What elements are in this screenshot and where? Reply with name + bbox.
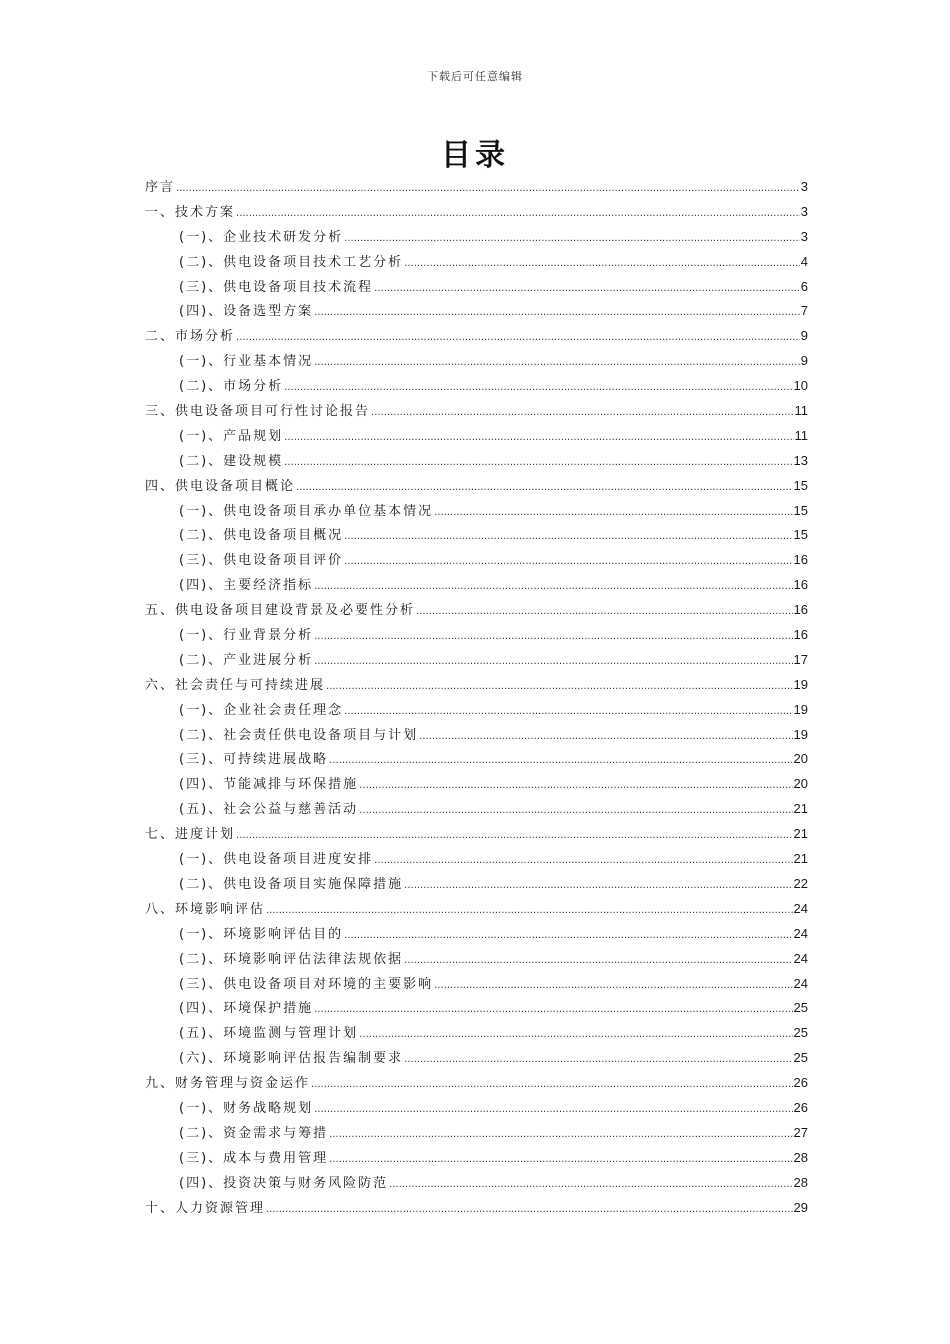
toc-entry[interactable] [145, 922, 808, 947]
toc-entry-page: 27 [793, 1124, 808, 1140]
toc-leader-dots [314, 625, 792, 650]
toc-entry-label: (一)、行业基本情况 [179, 354, 314, 370]
toc-entry-label: (二)、社会责任供电设备项目与计划 [179, 727, 419, 743]
toc-entry[interactable] [145, 723, 808, 748]
toc-entry[interactable] [145, 548, 808, 573]
toc-leader-dots [329, 1123, 792, 1148]
toc-entry-page: 17 [793, 651, 808, 667]
toc-leader-dots [236, 326, 800, 351]
toc-leader-dots [359, 799, 792, 824]
toc-leader-dots [344, 550, 792, 575]
toc-entry-label: 九、财务管理与资金运作 [145, 1076, 311, 1092]
toc-entry-page: 25 [793, 1000, 808, 1016]
toc-entry-page: 15 [793, 502, 808, 518]
toc-leader-dots [176, 177, 800, 202]
toc-entry-page: 25 [793, 1050, 808, 1066]
toc-entry-page: 9 [800, 353, 808, 369]
toc-leader-dots [314, 1098, 792, 1123]
toc-entry-label: (四)、主要经济指标 [179, 578, 314, 594]
toc-leader-dots [344, 525, 792, 550]
toc-entry-page: 21 [793, 801, 808, 817]
toc-entry-page: 9 [800, 328, 808, 344]
toc-entry[interactable] [145, 1046, 808, 1071]
toc-entry-label: (四)、投资决策与财务风险防范 [179, 1175, 389, 1191]
toc-leader-dots [266, 899, 793, 924]
toc-leader-dots [314, 301, 800, 326]
toc-entry[interactable] [145, 523, 808, 548]
toc-entry[interactable] [145, 399, 808, 424]
toc-leader-dots [404, 949, 792, 974]
toc-entry-page: 4 [800, 253, 808, 269]
toc-entry-page: 7 [800, 303, 808, 319]
toc-entry[interactable] [145, 598, 808, 623]
toc-entry[interactable] [145, 1196, 808, 1221]
toc-leader-dots [404, 252, 800, 277]
toc-entry-label: (一)、供电设备项目进度安排 [179, 852, 374, 868]
toc-entry-label: 五、供电设备项目建设背景及必要性分析 [145, 603, 416, 619]
toc-entry-page: 19 [793, 676, 808, 692]
toc-leader-dots [404, 1048, 792, 1073]
toc-entry-label: 六、社会责任与可持续进展 [145, 677, 326, 693]
toc-entry-page: 29 [793, 1199, 808, 1215]
toc-entry[interactable] [145, 499, 808, 524]
toc-entry[interactable] [145, 1021, 808, 1046]
toc-entry[interactable] [145, 349, 808, 374]
toc-leader-dots [419, 725, 792, 750]
toc-entry[interactable] [145, 1071, 808, 1096]
toc-entry[interactable] [145, 225, 808, 250]
table-of-contents [145, 175, 808, 1220]
toc-leader-dots [314, 351, 800, 376]
toc-entry[interactable] [145, 299, 808, 324]
toc-entry[interactable] [145, 250, 808, 275]
toc-entry-page: 3 [800, 228, 808, 244]
toc-leader-dots [434, 501, 792, 526]
toc-leader-dots [344, 924, 792, 949]
toc-entry[interactable] [145, 1096, 808, 1121]
toc-entry-page: 26 [793, 1075, 808, 1091]
toc-entry-page: 21 [793, 851, 808, 867]
toc-leader-dots [284, 451, 792, 476]
toc-entry[interactable] [145, 623, 808, 648]
toc-leader-dots [284, 376, 792, 401]
toc-entry-page: 24 [793, 975, 808, 991]
toc-entry-label: 七、进度计划 [145, 827, 236, 843]
toc-entry-page: 16 [793, 627, 808, 643]
toc-entry-label: 一、技术方案 [145, 204, 236, 220]
toc-entry-page: 24 [793, 925, 808, 941]
toc-entry-label: (三)、供电设备项目评价 [179, 553, 344, 569]
toc-entry-page: 28 [793, 1149, 808, 1165]
toc-entry-page: 10 [793, 378, 808, 394]
toc-entry[interactable] [145, 200, 808, 225]
toc-entry-label: (二)、资金需求与筹措 [179, 1125, 329, 1141]
toc-leader-dots [359, 774, 792, 799]
toc-entry-page: 6 [800, 278, 808, 294]
toc-entry[interactable] [145, 897, 808, 922]
toc-entry[interactable] [145, 1121, 808, 1146]
toc-leader-dots [404, 874, 792, 899]
toc-entry-label: (一)、环境影响评估目的 [179, 926, 344, 942]
toc-entry[interactable] [145, 573, 808, 598]
toc-entry-label: 十、人力资源管理 [145, 1200, 266, 1216]
toc-entry-label: (三)、供电设备项目对环境的主要影响 [179, 976, 434, 992]
toc-entry[interactable] [145, 648, 808, 673]
toc-leader-dots [344, 227, 800, 252]
toc-entry[interactable] [145, 996, 808, 1021]
toc-entry[interactable] [145, 872, 808, 897]
toc-entry-page: 19 [793, 701, 808, 717]
toc-entry-page: 19 [793, 726, 808, 742]
toc-entry-page: 3 [800, 203, 808, 219]
toc-entry[interactable] [145, 175, 808, 200]
toc-entry-label: (三)、可持续进展战略 [179, 752, 329, 768]
toc-entry-page: 16 [793, 602, 808, 618]
toc-entry-label: (二)、环境影响评估法律法规依据 [179, 951, 404, 967]
toc-entry-page: 20 [793, 751, 808, 767]
toc-leader-dots [374, 849, 792, 874]
toc-leader-dots [371, 401, 793, 426]
toc-entry-label: 四、供电设备项目概论 [145, 478, 296, 494]
toc-entry[interactable] [145, 449, 808, 474]
header-note: 下载后可任意编辑 [427, 70, 523, 83]
toc-entry-label: 三、供电设备项目可行性讨论报告 [145, 404, 371, 420]
toc-leader-dots [236, 202, 800, 227]
toc-entry-page: 24 [793, 950, 808, 966]
toc-entry-page: 11 [794, 403, 808, 419]
toc-entry[interactable] [145, 424, 808, 449]
toc-entry[interactable] [145, 374, 808, 399]
toc-leader-dots [416, 600, 793, 625]
toc-leader-dots [284, 426, 793, 451]
toc-entry-label: (四)、节能减排与环保措施 [179, 777, 359, 793]
toc-entry[interactable] [145, 822, 808, 847]
toc-entry-label: (六)、环境影响评估报告编制要求 [179, 1051, 404, 1067]
toc-leader-dots [329, 1148, 792, 1173]
toc-entry-label: (一)、企业技术研发分析 [179, 229, 344, 245]
toc-entry-label: (五)、环境监测与管理计划 [179, 1026, 359, 1042]
toc-entry-page: 15 [793, 477, 808, 493]
toc-entry-label: (一)、企业社会责任理念 [179, 702, 344, 718]
toc-entry-label: 八、环境影响评估 [145, 901, 266, 917]
toc-entry-label: (二)、供电设备项目技术工艺分析 [179, 254, 404, 270]
toc-entry-page: 20 [793, 776, 808, 792]
toc-leader-dots [296, 476, 793, 501]
toc-entry-label: (四)、环境保护措施 [179, 1001, 314, 1017]
toc-entry-label: 二、市场分析 [145, 329, 236, 345]
toc-entry[interactable] [145, 474, 808, 499]
toc-entry[interactable] [145, 275, 808, 300]
toc-entry[interactable] [145, 972, 808, 997]
toc-entry[interactable] [145, 847, 808, 872]
toc-entry-label: (一)、供电设备项目承办单位基本情况 [179, 503, 434, 519]
toc-leader-dots [329, 749, 792, 774]
toc-entry-page: 26 [793, 1099, 808, 1115]
toc-entry-page: 22 [793, 875, 808, 891]
page-title: 目录 [441, 138, 509, 173]
toc-entry[interactable] [145, 947, 808, 972]
toc-leader-dots [434, 974, 792, 999]
toc-entry-page: 13 [793, 452, 808, 468]
toc-entry-page: 16 [793, 552, 808, 568]
toc-entry-page: 16 [793, 577, 808, 593]
toc-leader-dots [266, 1198, 793, 1223]
toc-entry[interactable] [145, 324, 808, 349]
toc-entry-label: (一)、行业背景分析 [179, 628, 314, 644]
toc-entry[interactable] [145, 673, 808, 698]
toc-entry[interactable] [145, 698, 808, 723]
toc-entry-page: 15 [793, 527, 808, 543]
toc-entry-page: 21 [793, 826, 808, 842]
toc-entry-page: 25 [793, 1025, 808, 1041]
toc-leader-dots [374, 277, 800, 302]
toc-entry[interactable] [145, 797, 808, 822]
toc-entry[interactable] [145, 747, 808, 772]
toc-entry-page: 24 [793, 900, 808, 916]
toc-entry-label: 序言 [145, 180, 176, 195]
toc-leader-dots [236, 824, 793, 849]
toc-leader-dots [311, 1073, 793, 1098]
toc-leader-dots [314, 575, 792, 600]
toc-entry-label: (二)、市场分析 [179, 379, 284, 395]
toc-leader-dots [359, 1023, 792, 1048]
toc-leader-dots [326, 675, 793, 700]
toc-leader-dots [389, 1173, 792, 1198]
toc-entry-label: (二)、产业进展分析 [179, 652, 314, 668]
toc-entry[interactable] [145, 1171, 808, 1196]
toc-entry[interactable] [145, 1146, 808, 1171]
toc-entry-label: (三)、供电设备项目技术流程 [179, 279, 374, 295]
toc-entry-label: (二)、建设规模 [179, 453, 284, 469]
toc-entry-page: 3 [800, 179, 808, 194]
toc-entry-page: 11 [794, 427, 808, 443]
toc-leader-dots [314, 998, 792, 1023]
toc-entry-label: (四)、设备选型方案 [179, 304, 314, 320]
toc-entry-label: (二)、供电设备项目实施保障措施 [179, 876, 404, 892]
toc-entry[interactable] [145, 772, 808, 797]
toc-entry-label: (五)、社会公益与慈善活动 [179, 802, 359, 818]
toc-entry-label: (二)、供电设备项目概况 [179, 528, 344, 544]
toc-entry-page: 28 [793, 1174, 808, 1190]
toc-leader-dots [314, 650, 792, 675]
toc-leader-dots [344, 700, 792, 725]
toc-entry-label: (一)、财务战略规划 [179, 1100, 314, 1116]
toc-entry-label: (三)、成本与费用管理 [179, 1150, 329, 1166]
toc-entry-label: (一)、产品规划 [179, 428, 284, 444]
